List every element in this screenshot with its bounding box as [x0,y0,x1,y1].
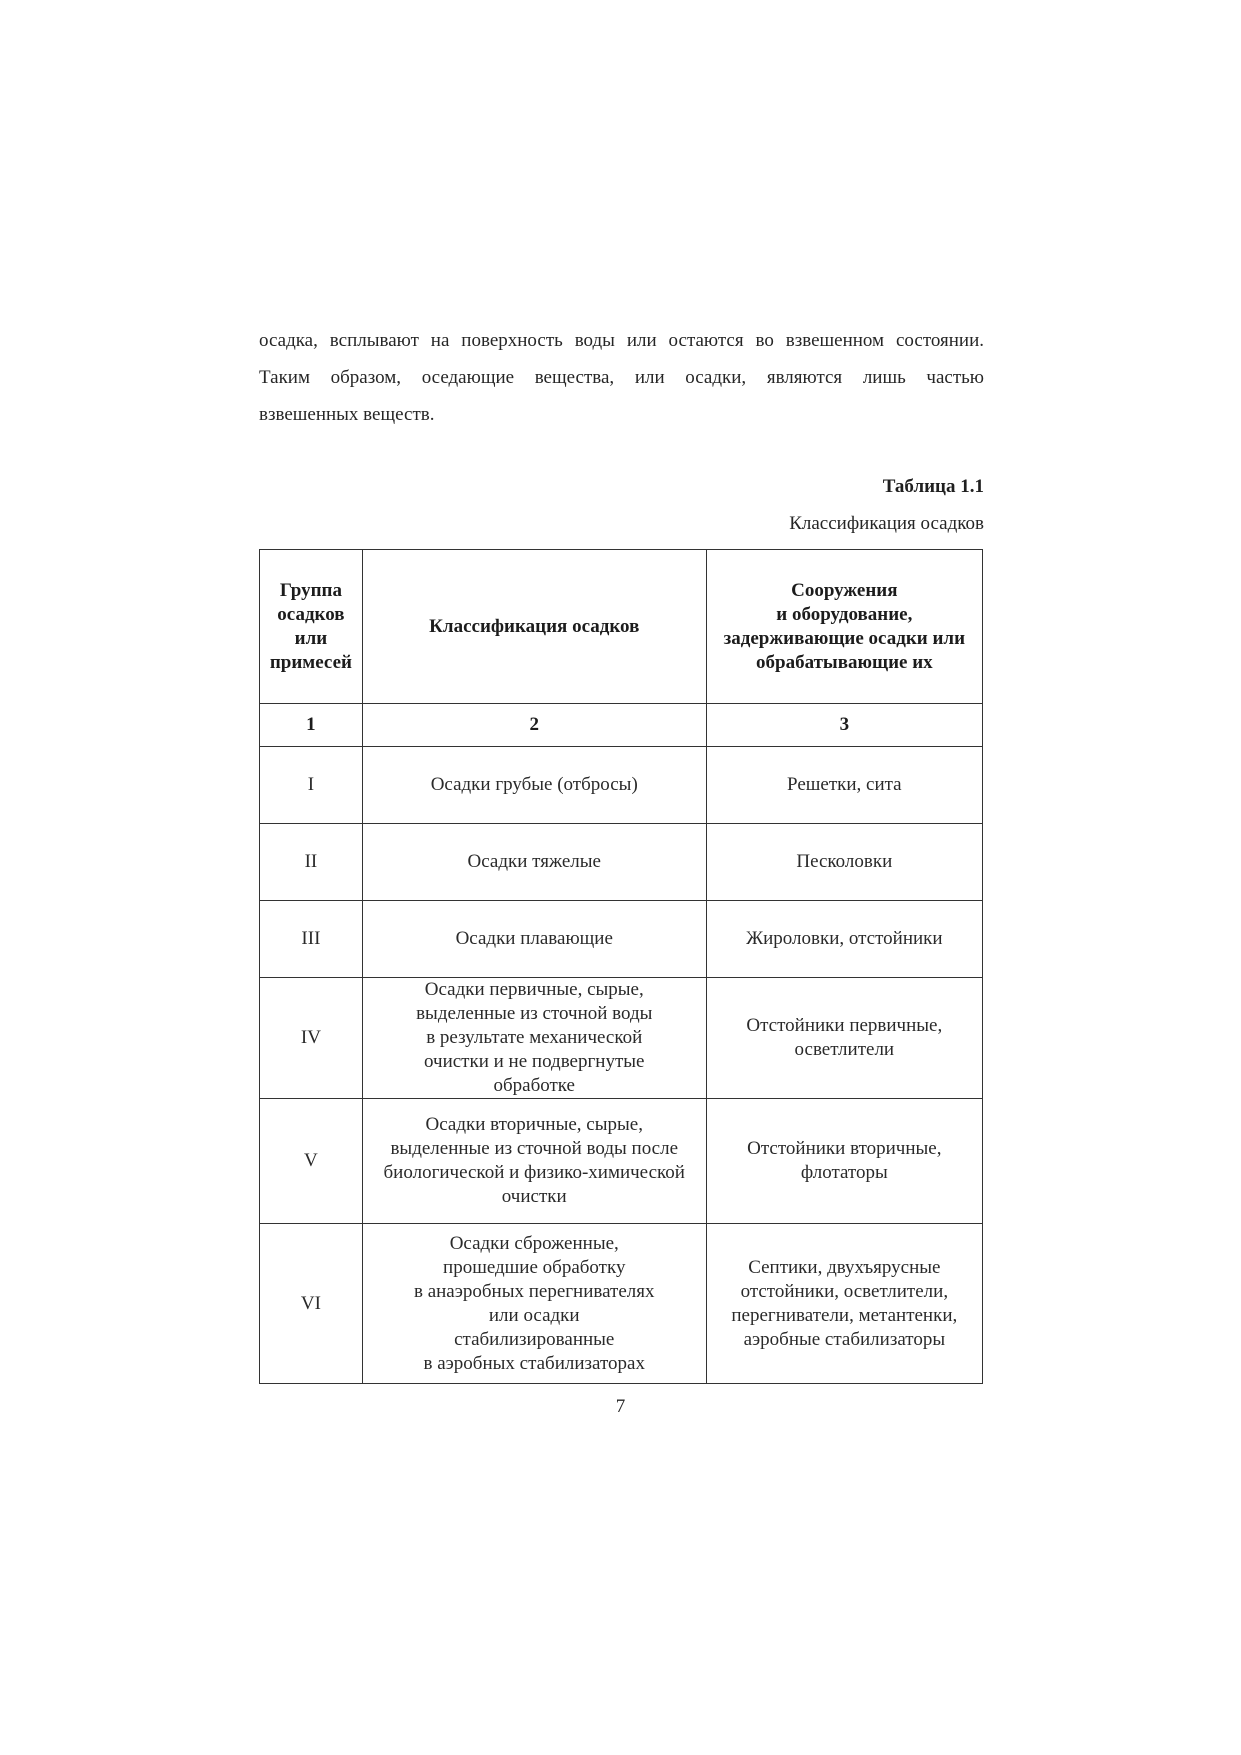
group-cell: V [260,1099,363,1224]
classification-cell: Осадки первичные, сырые, выделенные из сточной воды в результате механической очистки и не подвергнутые обработке [362,978,706,1099]
column-number-cell: 2 [362,704,706,747]
table-row [260,747,983,824]
classification-cell: Осадки тяжелые [362,824,706,901]
classification-cell: Осадки сброженные, прошедшие обработку в анаэробных перегнивателях или осадки стабилизированные в аэробных стабилизаторах [362,1224,706,1384]
table-row [260,901,983,978]
classification-table [259,549,983,1384]
classification-cell: Осадки грубые (отбросы) [362,747,706,824]
group-cell: II [260,824,363,901]
group-cell: I [260,747,363,824]
header-cell-facilities: Сооружения и оборудование, задерживающие осадки или обрабатывающие их [706,550,982,704]
column-number-row [260,704,983,747]
paragraph-line: Таким образом, оседающие вещества, или осадки, являются лишь частью [259,367,984,388]
group-cell: III [260,901,363,978]
facilities-cell: Септики, двухъярусные отстойники, осветлители, перегниватели, метантенки, аэробные стабилизаторы [706,1224,982,1384]
table-row [260,978,983,1099]
classification-cell: Осадки плавающие [362,901,706,978]
paragraph-line: взвешенных веществ. [259,404,435,425]
table-row [260,1099,983,1224]
body-paragraph [259,322,984,433]
classification-cell: Осадки вторичные, сырые, выделенные из сточной воды после биологической и физико-химической очистки [362,1099,706,1224]
facilities-cell: Песколовки [706,824,982,901]
table-row [260,1224,983,1384]
facilities-cell: Решетки, сита [706,747,982,824]
table-subtitle: Классификация осадков [789,513,984,534]
column-number-cell: 1 [260,704,363,747]
table-title: Таблица 1.1 [882,476,984,497]
column-number-cell: 3 [706,704,982,747]
facilities-cell: Отстойники вторичные, флотаторы [706,1099,982,1224]
header-cell-classification: Классификация осадков [362,550,706,704]
facilities-cell: Жироловки, отстойники [706,901,982,978]
paragraph-line: осадка, всплывают на поверхность воды или остаются во взвешенном состоянии. [259,330,984,351]
header-cell-group: Группа осадков или примесей [260,550,363,704]
group-cell: VI [260,1224,363,1384]
page-number: 7 [615,1396,626,1417]
facilities-cell: Отстойники первичные, осветлители [706,978,982,1099]
table-row [260,824,983,901]
group-cell: IV [260,978,363,1099]
table-header-row [260,550,983,704]
